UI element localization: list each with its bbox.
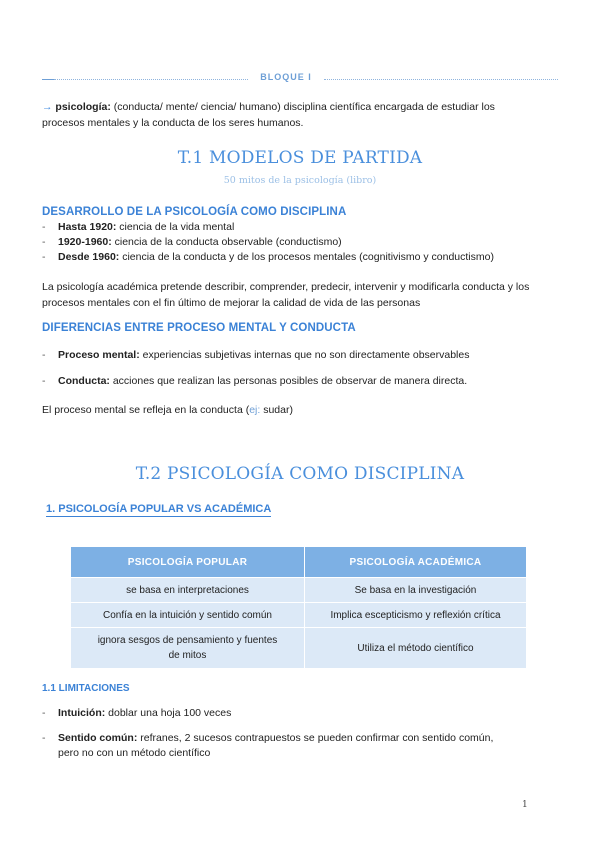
list-item: - Intuición: doblar una hoja 100 veces xyxy=(42,707,232,719)
item-text: ciencia de la vida mental xyxy=(116,221,235,233)
intro-definition xyxy=(42,99,562,131)
item-term: Hasta 1920: xyxy=(58,221,117,233)
diferencias-list-1 xyxy=(42,348,562,363)
note-text: El proceso mental se refleja en la conducta ( xyxy=(42,404,250,416)
intro-text-1: (conducta/ mente/ ciencia/ humano) disciplina científica encargada de estudiar los xyxy=(110,101,495,113)
diferencias-note xyxy=(42,402,562,418)
section1-heading xyxy=(46,503,271,515)
table-cell xyxy=(71,627,305,668)
paragraph-line-1: La psicología académica pretende describir, comprender, predecir, intervenir y modificarla conducta y los xyxy=(42,281,530,293)
list-item: - Conducta: acciones que realizan las personas posibles de observar de manera directa. xyxy=(42,375,468,387)
table-header-cell: PSICOLOGÍA POPULAR xyxy=(71,547,305,577)
limitaciones-list-2 xyxy=(42,731,562,761)
table-row xyxy=(71,602,526,627)
table-cell-text: ignora sesgos de pensamiento y fuentes de mitos xyxy=(97,635,278,661)
desarrollo-paragraph xyxy=(42,279,572,311)
table-header-cell: PSICOLOGÍA ACADÉMICA xyxy=(305,547,526,577)
table-cell: Utiliza el método científico xyxy=(305,627,526,668)
t1-title: T.1 MODELOS DE PARTIDA xyxy=(177,148,423,168)
diferencias-list-2 xyxy=(42,374,562,389)
list-item: - Proceso mental: experiencias subjetivas internas que no son directamente observables xyxy=(42,349,470,361)
list-item: - Desde 1960: ciencia de la conducta y de los procesos mentales (cognitivismo y conductismo) xyxy=(42,251,494,263)
note-text-end: sudar) xyxy=(260,404,293,416)
page-number: 1 xyxy=(522,800,528,810)
bloque-rule-left-solid xyxy=(42,79,54,80)
note-example: ej: xyxy=(249,404,261,416)
t2-title: T.2 PSICOLOGÍA COMO DISCIPLINA xyxy=(135,464,465,484)
table-row xyxy=(71,627,526,668)
intro-term: psicología: xyxy=(55,101,111,113)
list-item: - Sentido común: refranes, 2 sucesos contrapuestos se pueden confirmar con sentido común, pero no con un método científico xyxy=(42,732,494,759)
item-term: Sentido común: xyxy=(58,732,138,744)
desarrollo-list xyxy=(42,220,562,265)
item-text: acciones que realizan las personas posibles de observar de manera directa. xyxy=(109,375,468,387)
intro-text-2: procesos mentales y la conducta de los seres humanos. xyxy=(42,117,304,129)
item-term: Intuición: xyxy=(58,707,106,719)
table-row xyxy=(71,577,526,602)
item-term: Conducta: xyxy=(58,375,110,387)
table-cell: Se basa en la investigación xyxy=(305,577,526,602)
item-text: experiencias subjetivas internas que no son directamente observables xyxy=(139,349,470,361)
item-term: 1920-1960: xyxy=(58,236,112,248)
list-item: - 1920-1960: ciencia de la conducta observable (conductismo) xyxy=(42,236,342,248)
item-text: refranes, 2 sucesos contrapuestos se pueden confirmar con sentido común, xyxy=(137,732,494,744)
bloque-label: BLOQUE I xyxy=(260,72,312,82)
item-text: ciencia de la conducta observable (conductismo) xyxy=(111,236,342,248)
paragraph-line-2: procesos mentales con el fin último de mejorar la calidad de vida de las personas xyxy=(42,297,421,309)
limitaciones-list-1 xyxy=(42,706,562,721)
table-header-row xyxy=(71,547,526,577)
table-cell: Confía en la intuición y sentido común xyxy=(71,602,305,627)
limitaciones-heading: 1.1 LIMITACIONES xyxy=(42,683,130,694)
diferencias-heading: DIFERENCIAS ENTRE PROCESO MENTAL Y CONDUCTA xyxy=(42,322,356,334)
table-cell: se basa en interpretaciones xyxy=(71,577,305,602)
bloque-header xyxy=(42,72,558,86)
item-term: Proceso mental: xyxy=(58,349,140,361)
comparison-table xyxy=(71,547,526,668)
item-term: Desde 1960: xyxy=(58,251,120,263)
item-text: doblar una hoja 100 veces xyxy=(105,707,232,719)
section1-heading-text: 1. PSICOLOGÍA POPULAR VS ACADÉMICA xyxy=(46,503,272,515)
list-item: - Hasta 1920: ciencia de la vida mental xyxy=(42,221,235,233)
desarrollo-heading: DESARROLLO DE LA PSICOLOGÍA COMO DISCIPLINA xyxy=(42,206,347,218)
arrow-icon: → xyxy=(42,101,53,113)
table-cell: Implica escepticismo y reflexión crítica xyxy=(305,602,526,627)
bloque-rule-right xyxy=(324,79,558,80)
bloque-rule-left xyxy=(54,79,248,80)
item-text: ciencia de la conducta y de los procesos mentales (cognitivismo y conductismo) xyxy=(119,251,494,263)
item-text-continued: pero no con un método científico xyxy=(58,747,211,759)
t1-subtitle: 50 mitos de la psicología (libro) xyxy=(223,175,377,186)
